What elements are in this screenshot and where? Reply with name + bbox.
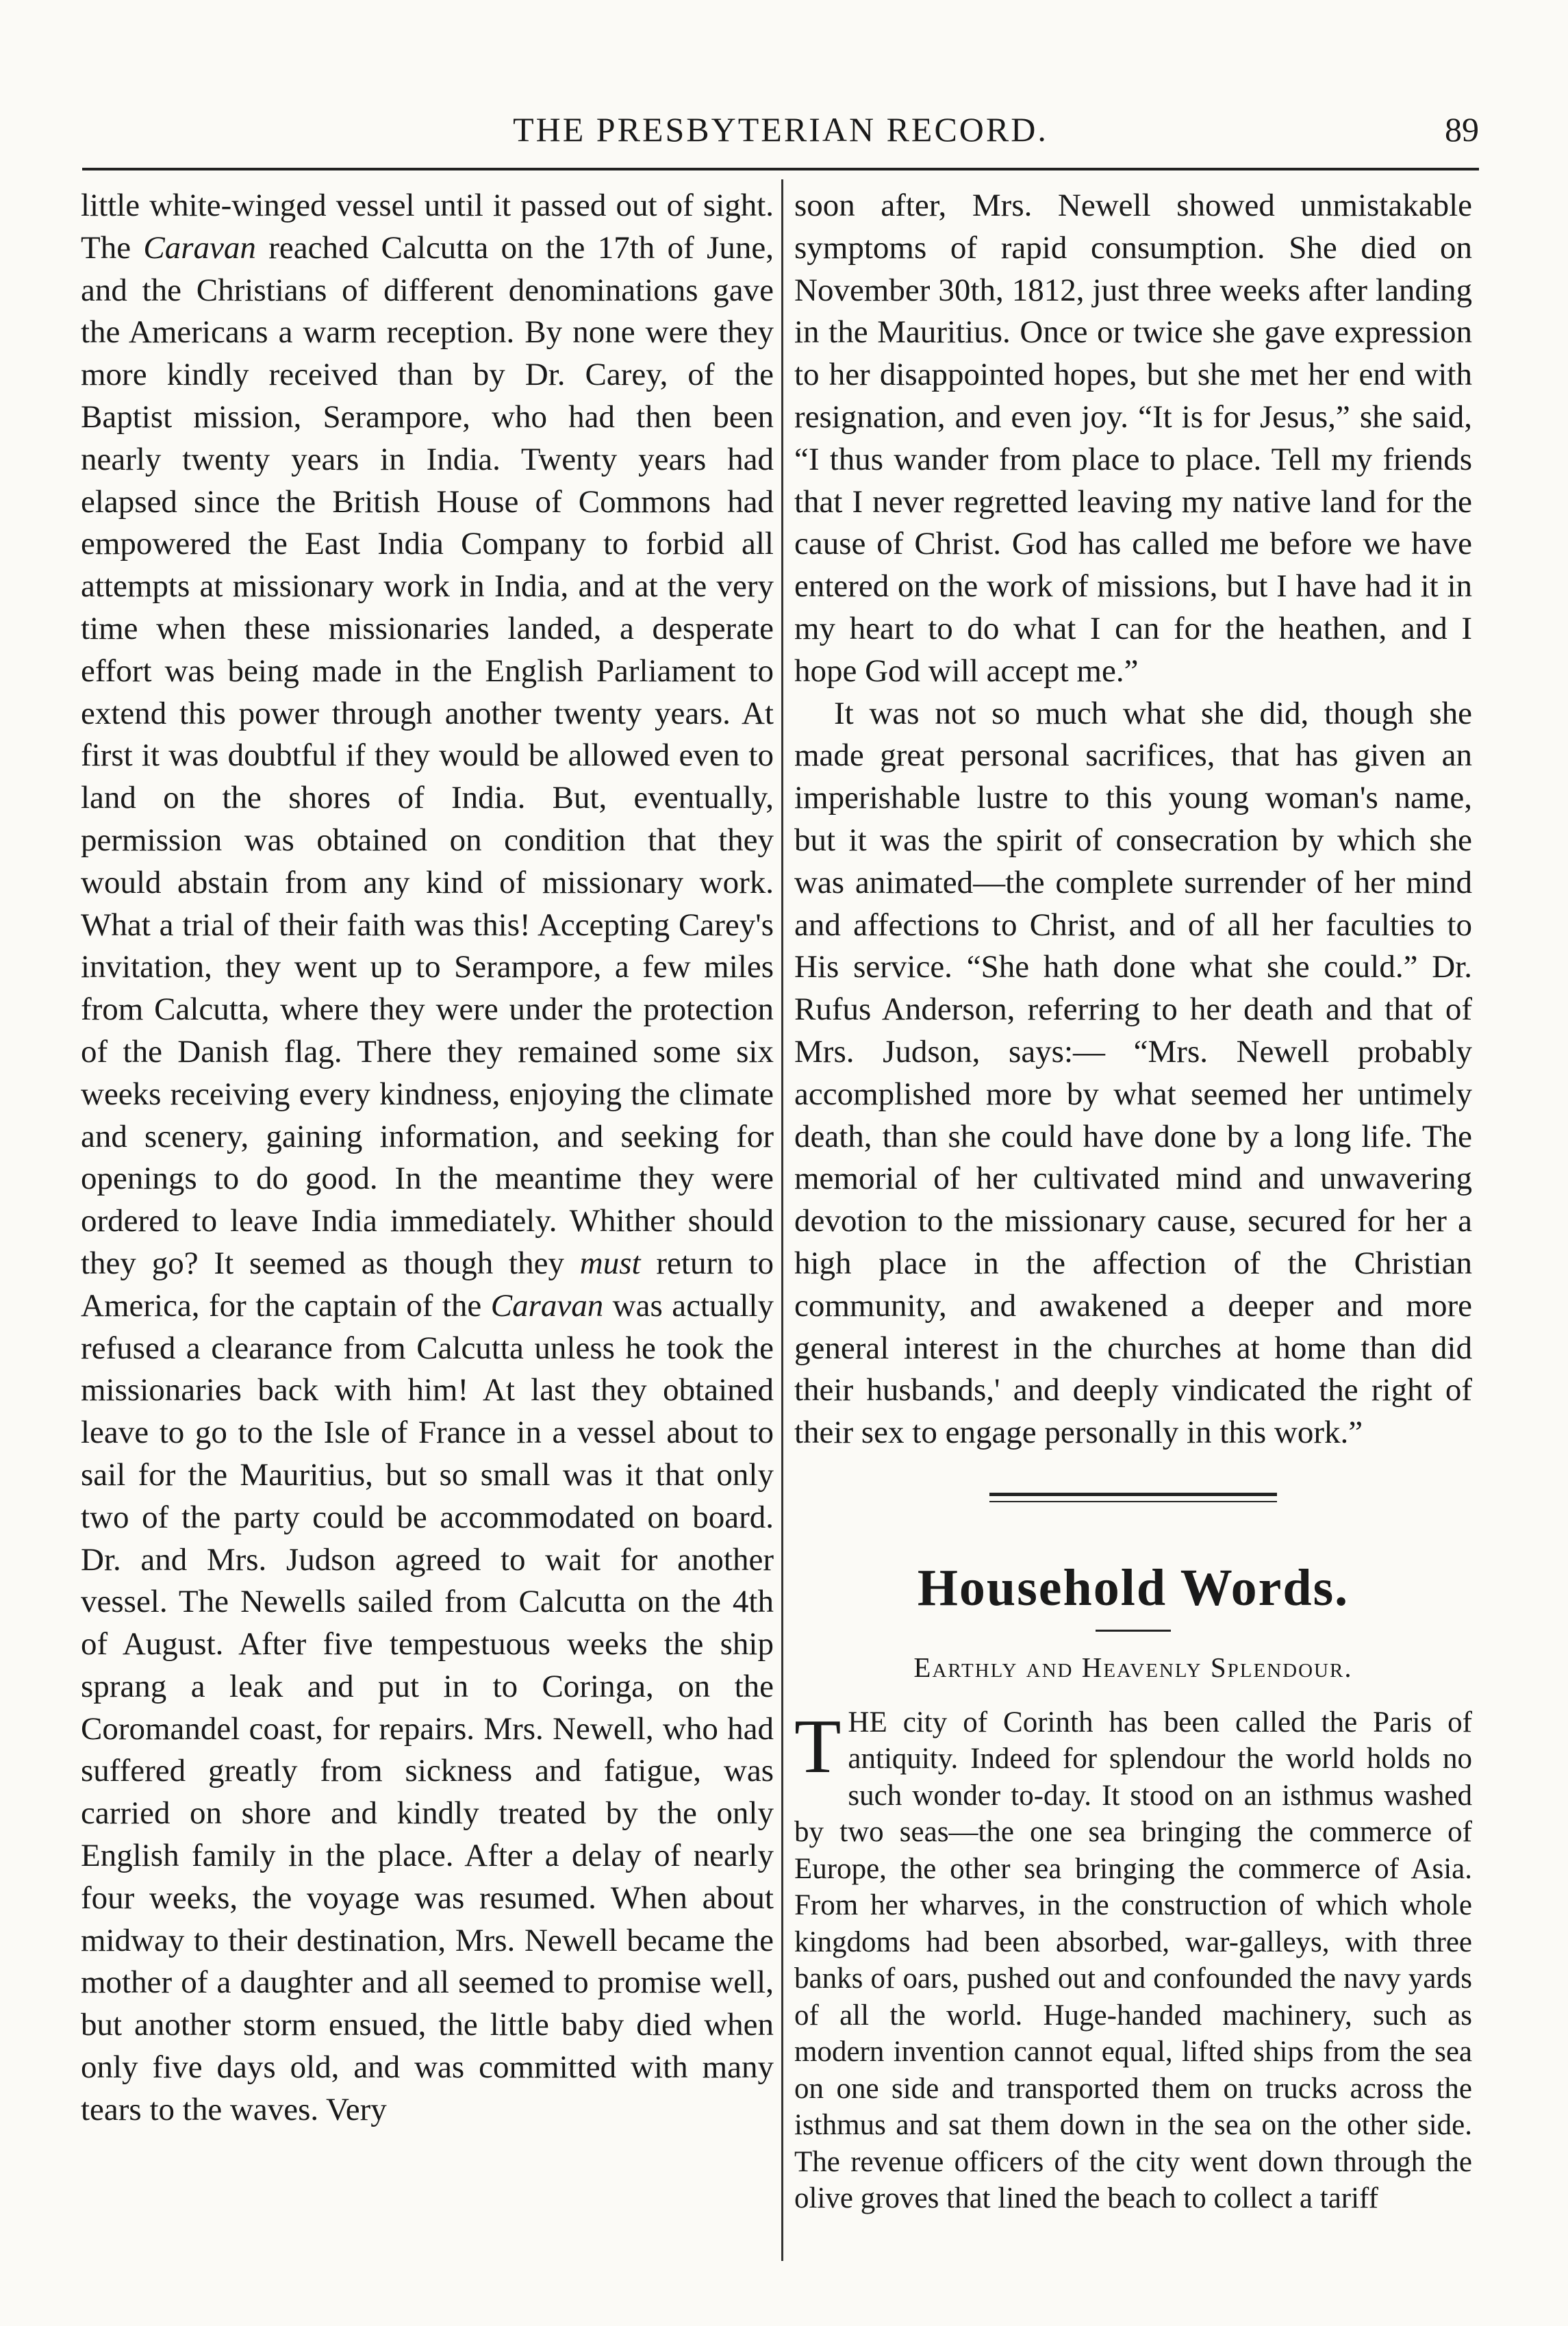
right-column	[794, 185, 1472, 2266]
emphasis-italic: must	[579, 1245, 641, 1281]
ship-name-italic: Caravan	[143, 229, 256, 266]
left-paragraph	[81, 185, 774, 2132]
text-run: was actually refused a clearance from Calcutta unless he took the missionaries back with him! At last they obtained leave to go to the Isle of France in a vessel about to sail for the Mauritius, but so small was it that only two of the party could be accommodated on board. Dr. and Mrs. Judson agreed to wait for another vessel. The Newells sailed from Calcutta on the 4th of August. After five tempestuous weeks the ship sprang a leak and put in to Coringa, on the Coromandel coast, for repairs. Mrs. Newell, who had suffered greatly from sickness and fatigue, was carried on shore and kindly treated by the only English family in the place. After a delay of nearly four weeks, the voyage was resumed. When about midway to their destination, Mrs. Newell became the mother of a daughter and all seemed to promise well, but another storm ensued, the little baby died when only five days old, and was committed with many tears to the waves. Very	[81, 1287, 774, 2127]
column-divider	[781, 179, 783, 2261]
drop-cap: T	[794, 1704, 842, 1789]
running-title: THE PRESBYTERIAN RECORD.	[513, 110, 1048, 149]
section-title: Household Words.	[917, 1558, 1350, 1617]
text-run: reached Calcutta on the 17th of June, and the Christians of different denominations gave the Americans a warm reception. By none were they more kindly received than by Dr. Carey, of the Baptist mission, Serampore, who had then been nearly twenty years in India. Twenty years had elapsed since the British House of Commons had empowered the East India Company to forbid all attempts at missionary work in India, and at the very time when these missionaries landed, a desperate effort was being made in the English Parliament to extend this power through another twenty years. At first it was doubtful if they would be allowed even to land on the shores of India. But, eventually, permission was obtained on condition that they would abstain from any kind of missionary work. What a trial of their faith was this! Accepting Carey's invitation, they went up to Serampore, a few miles from Calcutta, where they were under the protection of the Danish flag. There they remained some six weeks receiving every kindness, enjoying the climate and scenery, gaining information, and seeking for openings to do good. In the meantime they were ordered to leave India immediately. Whither should they go? It seemed as though they	[81, 229, 774, 1281]
text-run: return to America, for the captain of the	[81, 1245, 774, 1324]
article-body	[794, 1704, 1472, 2217]
rule-thin	[989, 1501, 1277, 1502]
short-rule	[1096, 1630, 1171, 1632]
right-paragraph-2: It was not so much what she did, though she made great personal sacrifices, that has given an imperishable lustre to this young woman's name, but it was the spirit of consecration by which she was animated—the complete surrender of her mind and affections to Christ, and of all her faculties to His service. “She hath done what she could.” Dr. Rufus Anderson, referring to her death and that of Mrs. Judson, says:— “Mrs. Newell probably accomplished more by what seemed her untimely death, than she could have done by a long life. The memorial of her cultivated mind and unwavering devotion to the missionary cause, secured for her a high place in the affection of the Christian community, and awakened a deeper and more general interest in the churches at home than did their husbands,' and deeply vindicated the right of their sex to engage personally in this work.”	[794, 695, 1472, 1451]
page-number: 89	[1445, 110, 1479, 149]
text-run: little white-winged vessel until it passed out of sight. The	[81, 188, 774, 266]
right-paragraph-1: soon after, Mrs. Newell showed unmistakable symptoms of rapid consumption. She died on November 30th, 1812, just three weeks after landing in the Mauritius. Once or twice she gave expression to her disappointed hopes, but she met her end with resignation, and even joy. “It is for Jesus,” she said, “I thus wander from place to place. Tell my friends that I never regretted leaving my native land for the cause of Christ. God has called me before we have entered on the work of missions, but I have had it in my heart to do what I can for the heathen, and I hope God will accept me.”	[794, 188, 1472, 689]
left-column	[81, 185, 774, 2266]
ship-name-italic: Caravan	[490, 1287, 604, 1324]
rule-thick	[989, 1493, 1277, 1496]
section-double-rule	[989, 1493, 1277, 1502]
article-text: HE city of Corinth has been called the Paris of antiquity. Indeed for splendour the world holds no such wonder to-day. It stood on an isthmus washed by two seas—the one sea bringing the commerce of Europe, the other sea bringing the commerce of Asia. From her wharves, in the construction of which whole kingdoms had been absorbed, war-galleys, with three banks of oars, pushed out and confounded the navy yards of all the world. Huge-handed machinery, such as modern invention cannot equal, lifted ships from the sea on one side and transported them on trucks across the isthmus and sat them down in the sea on the other side. The revenue officers of the city went down through the olive groves that lined the beach to collect a tariff	[794, 1706, 1472, 2215]
page-header	[82, 103, 1479, 164]
header-rule	[82, 168, 1479, 170]
article-subtitle: Earthly and Heavenly Splendour.	[913, 1651, 1353, 1683]
